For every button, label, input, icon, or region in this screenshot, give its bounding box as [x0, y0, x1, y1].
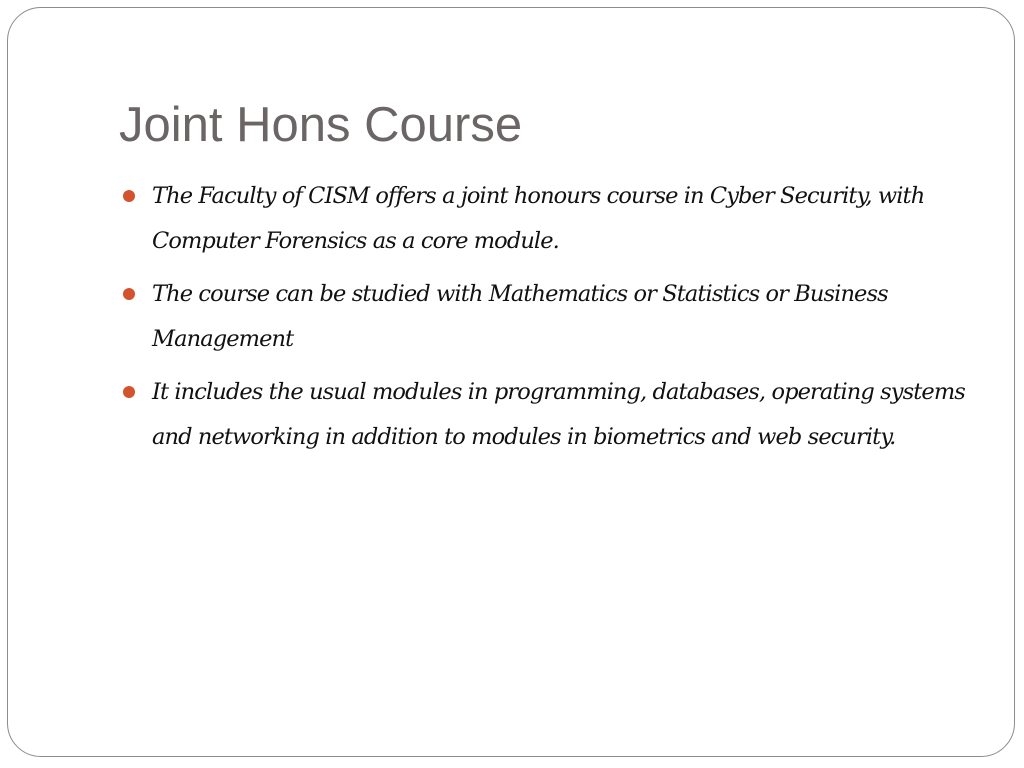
bullet-list [123, 174, 973, 468]
bullet-text: The Faculty of CISM offers a joint honours course in Cyber Security, with Computer Forensics as a core module. [152, 183, 925, 254]
bullet-item [123, 174, 973, 264]
slide-title: Joint Hons Course [119, 98, 523, 152]
bullet-dot-icon [123, 190, 135, 202]
bullet-text: The course can be studied with Mathematics or Statistics or Business Management [152, 281, 888, 352]
slide-frame [7, 7, 1015, 757]
bullet-text: It includes the usual modules in programming, databases, operating systems and networking in addition to modules in biometrics and web security. [152, 379, 965, 450]
bullet-dot-icon [123, 386, 135, 398]
bullet-dot-icon [123, 288, 135, 300]
bullet-item [123, 370, 973, 460]
bullet-item [123, 272, 973, 362]
